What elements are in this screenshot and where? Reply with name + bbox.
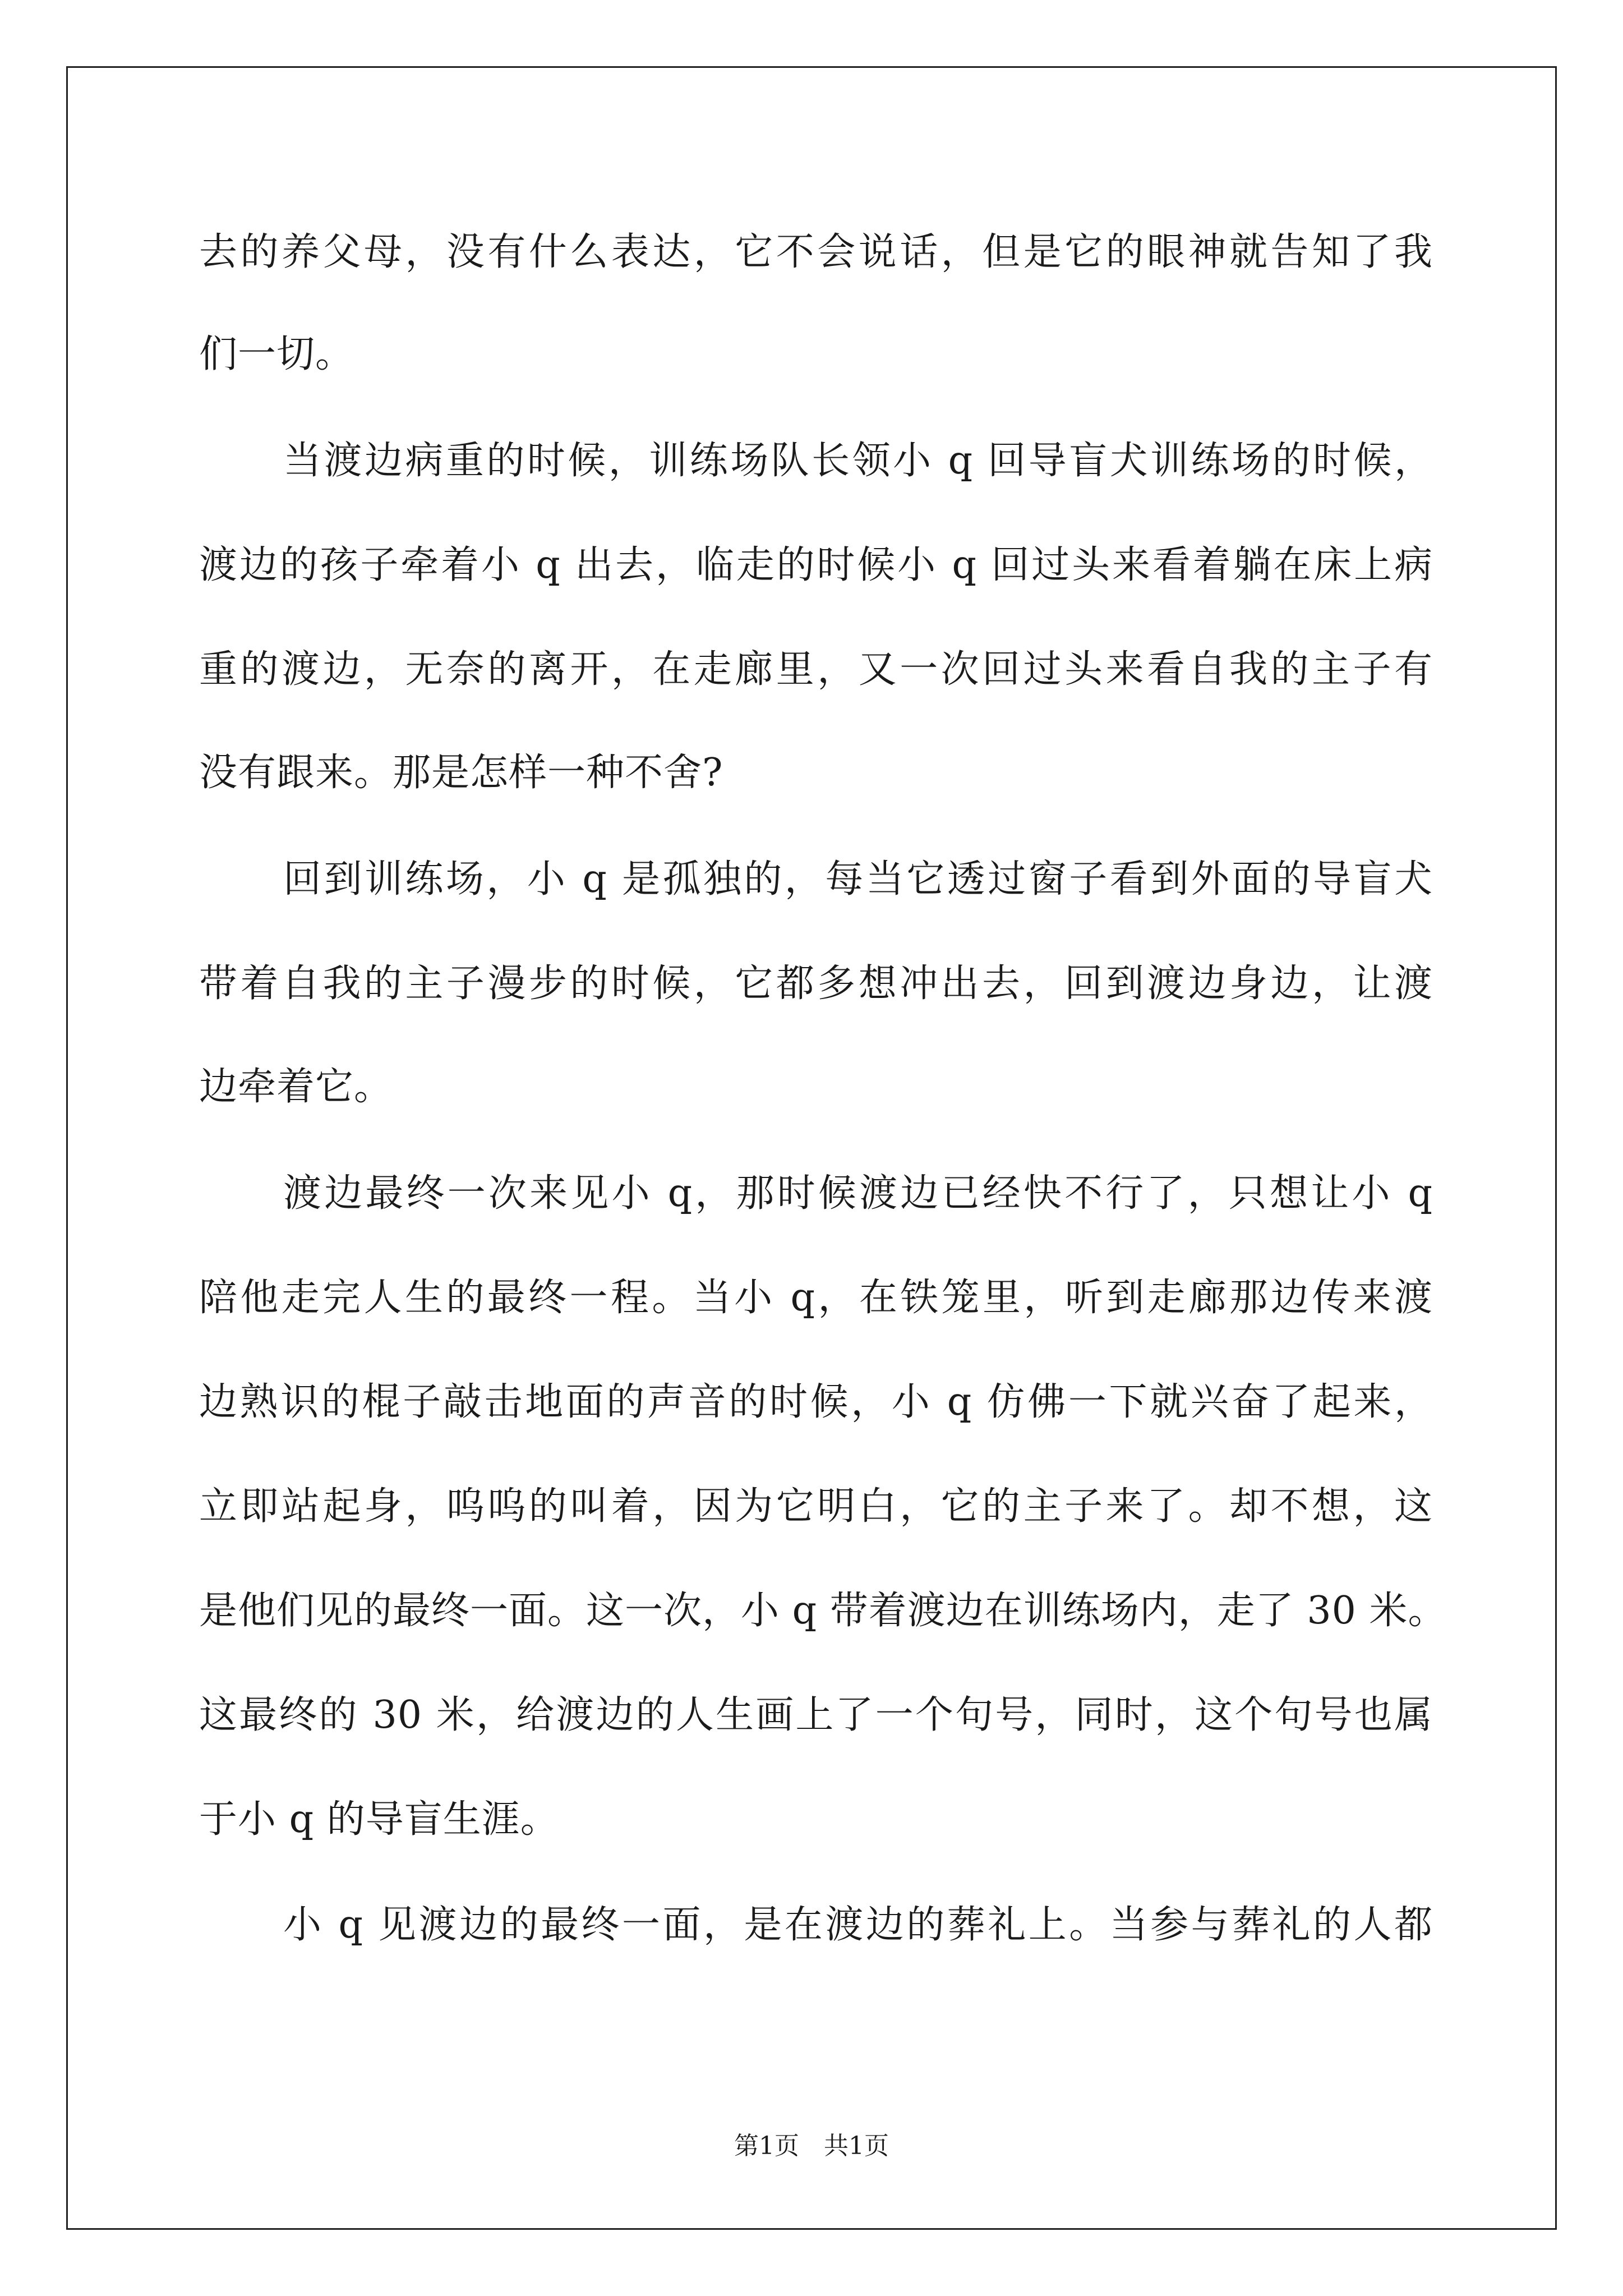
text-line: 陪他走完人生的最终一程。当小 q，在铁笼里，听到走廊那边传来渡 (199, 1276, 1433, 1320)
text-line: 没有跟来。那是怎样一种不舍? (199, 751, 723, 795)
text-line: 带着自我的主子漫步的时候，它都多想冲出去，回到渡边身边，让渡 (199, 961, 1433, 1006)
text-line: 重的渡边，无奈的离开，在走廊里，又一次回过头来看自我的主子有 (199, 647, 1433, 692)
text-line: 渡边的孩子牵着小 q 出去，临走的时候小 q 回过头来看着躺在床上病 (199, 543, 1433, 587)
text-line: 于小 q 的导盲生涯。 (199, 1797, 559, 1842)
text-line: 边熟识的棍子敲击地面的声音的时候，小 q 仿佛一下就兴奋了起来， (199, 1380, 1433, 1424)
paragraph-first-line: 回到训练场，小 q 是孤独的，每当它透过窗子看到外面的导盲犬 (283, 857, 1433, 901)
page-number-footer: 第1页 共1页 (734, 2132, 889, 2160)
text-line: 边牵着它。 (199, 1065, 393, 1109)
text-line: 这最终的 30 米，给渡边的人生画上了一个句号，同时，这个句号也属 (199, 1693, 1433, 1737)
paragraph-first-line: 当渡边病重的时候，训练场队长领小 q 回导盲犬训练场的时候， (283, 439, 1433, 483)
text-line: 立即站起身，呜呜的叫着，因为它明白，它的主子来了。却不想，这 (199, 1484, 1433, 1529)
paragraph-first-line: 小 q 见渡边的最终一面，是在渡边的葬礼上。当参与葬礼的人都 (283, 1903, 1433, 1947)
text-line: 去的养父母，没有什么表达，它不会说话，但是它的眼神就告知了我 (199, 230, 1433, 274)
text-line: 们一切。 (199, 332, 354, 376)
text-line: 是他们见的最终一面。这一次，小 q 带着渡边在训练场内，走了 30 米。 (199, 1589, 1447, 1633)
paragraph-first-line: 渡边最终一次来见小 q，那时候渡边已经快不行了，只想让小 q (283, 1171, 1433, 1216)
